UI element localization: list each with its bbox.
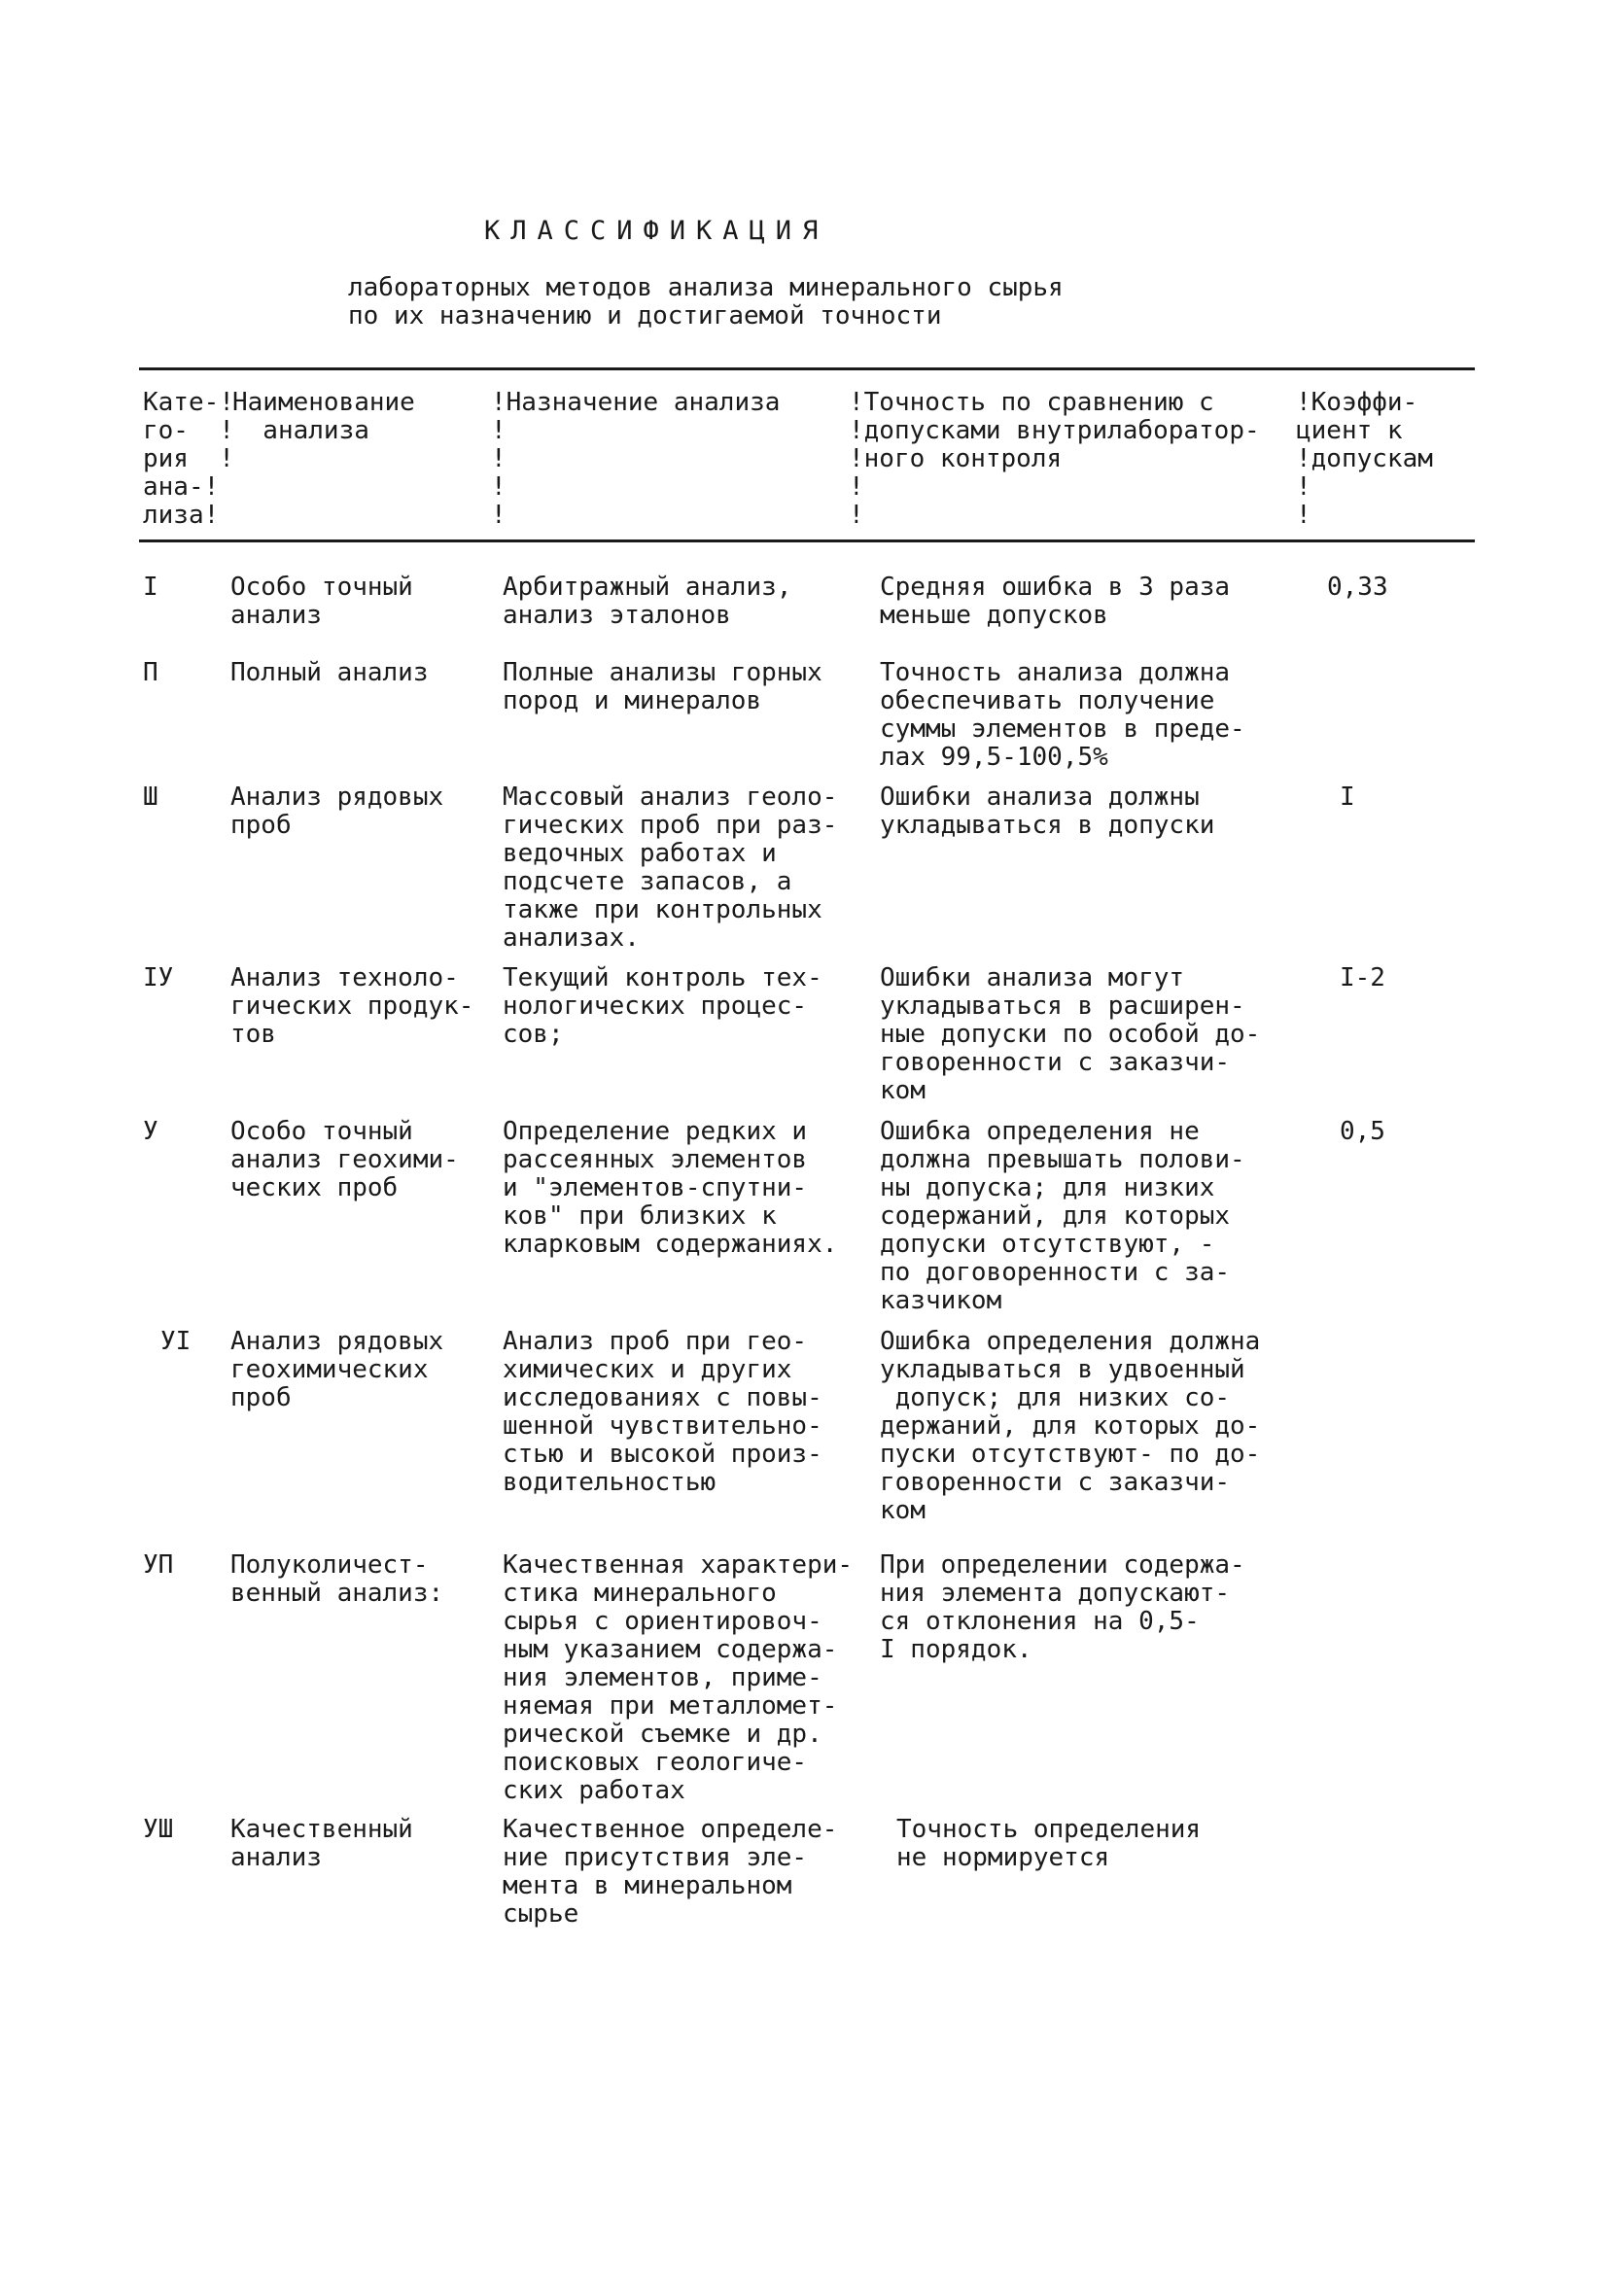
row-3-coefficient: I bbox=[1340, 783, 1355, 812]
row-3-name: Анализ рядовых проб bbox=[230, 783, 444, 840]
row-7-purpose: Качественная характери- стика минерального сырья с ориентировоч- ным указанием содержа- ния элементов, приме- няемая при металломет- рической съемке и др. поисковых геологиче- ских работах bbox=[503, 1550, 854, 1805]
header-category: Кате-! го- ! рия ! ана-! лиза! bbox=[143, 388, 234, 530]
row-4-name: Анализ техноло- гических продук- тов bbox=[230, 963, 474, 1049]
document-title: КЛАССИФИКАЦИЯ bbox=[484, 216, 829, 246]
header-coefficient: !Коэффи- циент к !допускам ! ! bbox=[1296, 388, 1433, 530]
row-3-purpose: Массовый анализ геоло- гических проб при раз- ведочных работах и подсчете запасов, а также при контрольных анализах. bbox=[503, 783, 838, 953]
row-8-purpose: Качественное определе- ние присутствия эле- мента в минеральном сырье bbox=[503, 1815, 838, 1929]
row-6-name: Анализ рядовых геохимических проб bbox=[230, 1327, 444, 1412]
row-7-accuracy: При определении содержа- ния элемента допускают- ся отклонения на 0,5- I порядок. bbox=[880, 1550, 1245, 1664]
header-purpose: !Назначение анализа ! ! ! ! bbox=[491, 388, 781, 530]
row-4-category: IУ bbox=[143, 963, 174, 992]
header-name: Наименование анализа bbox=[232, 388, 415, 445]
row-8-name: Качественный анализ bbox=[230, 1815, 413, 1872]
row-7-category: УП bbox=[143, 1550, 174, 1580]
row-1-accuracy: Средняя ошибка в 3 раза меньше допусков bbox=[880, 573, 1231, 630]
row-1-name: Особо точный анализ bbox=[230, 573, 413, 630]
row-5-coefficient: 0,5 bbox=[1340, 1117, 1385, 1146]
row-2-accuracy: Точность анализа должна обеспечивать получение суммы элементов в преде- лах 99,5-100,5% bbox=[880, 658, 1245, 772]
row-4-purpose: Текущий контроль тех- нологических процес- сов; bbox=[503, 963, 822, 1049]
row-3-category: Ш bbox=[143, 783, 158, 812]
row-1-category: I bbox=[143, 573, 158, 602]
document-subtitle: лабораторных методов анализа минерального сырья по их назначению и достигаемой точности bbox=[348, 273, 1064, 330]
row-8-category: УШ bbox=[143, 1815, 174, 1844]
row-5-purpose: Определение редких и рассеянных элементов и "элементов-спутни- ков" при близких к кларковым содержаниях. bbox=[503, 1117, 838, 1259]
row-6-purpose: Анализ проб при гео- химических и других исследованиях с повы- шенной чувствительно- стью и высокой произ- водительностью bbox=[503, 1327, 822, 1497]
row-3-accuracy: Ошибки анализа должны укладываться в допуски bbox=[880, 783, 1215, 840]
row-2-name: Полный анализ bbox=[230, 658, 429, 687]
row-1-purpose: Арбитражный анализ, анализ эталонов bbox=[503, 573, 792, 630]
header-accuracy: !Точность по сравнению с !допусками внутрилаборатор- !ного контроля ! ! bbox=[849, 388, 1260, 530]
row-5-category: У bbox=[143, 1117, 158, 1146]
row-1-coefficient: 0,33 bbox=[1327, 573, 1388, 602]
row-6-category: УI bbox=[160, 1327, 192, 1356]
table-top-rule bbox=[139, 367, 1475, 370]
row-6-accuracy: Ошибка определения должна укладываться в удвоенный допуск; для низких со- держаний, для которых до- пуски отсутствуют- по до- говоренности с заказчи- ком bbox=[880, 1327, 1261, 1525]
row-4-accuracy: Ошибки анализа могут укладываться в расширен- ные допуски по особой до- говоренности с заказчи- ком bbox=[880, 963, 1261, 1105]
row-7-name: Полуколичест- венный анализ: bbox=[230, 1550, 444, 1608]
row-2-category: П bbox=[143, 658, 158, 687]
row-5-name: Особо точный анализ геохими- ческих проб bbox=[230, 1117, 459, 1202]
row-2-purpose: Полные анализы горных пород и минералов bbox=[503, 658, 822, 715]
row-4-coefficient: I-2 bbox=[1340, 963, 1385, 992]
row-5-accuracy: Ошибка определения не должна превышать полови- ны допуска; для низких содержаний, для которых допуски отсутствуют, - по договоренности с за- казчиком bbox=[880, 1117, 1245, 1315]
row-8-accuracy: Точность определения не нормируется bbox=[896, 1815, 1202, 1872]
table-header-rule bbox=[139, 539, 1475, 542]
